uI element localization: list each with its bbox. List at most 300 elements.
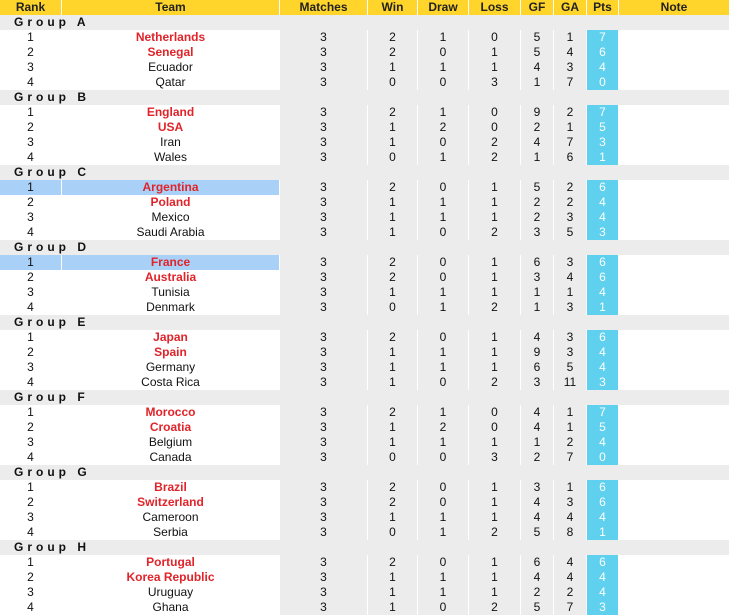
draw-cell: 0 xyxy=(417,255,468,270)
matches-cell: 3 xyxy=(279,270,367,285)
draw-cell: 1 xyxy=(417,150,468,165)
rank-cell: 4 xyxy=(0,300,61,315)
table-row[interactable] xyxy=(0,285,729,300)
note-cell xyxy=(618,600,729,615)
team-name[interactable]: France xyxy=(61,255,279,270)
gf-cell: 6 xyxy=(520,360,553,375)
matches-cell: 3 xyxy=(279,135,367,150)
group-header-row xyxy=(0,390,729,405)
note-cell xyxy=(618,135,729,150)
draw-cell: 0 xyxy=(417,180,468,195)
table-row[interactable] xyxy=(0,135,729,150)
group-header-row xyxy=(0,90,729,105)
win-cell: 0 xyxy=(367,525,417,540)
gf-cell: 5 xyxy=(520,45,553,60)
draw-cell: 2 xyxy=(417,420,468,435)
rank-cell: 1 xyxy=(0,555,61,570)
ga-cell: 3 xyxy=(553,60,586,75)
table-row[interactable] xyxy=(0,45,729,60)
gf-cell: 4 xyxy=(520,405,553,420)
draw-cell: 0 xyxy=(417,135,468,150)
points-badge: 4 xyxy=(586,510,618,525)
matches-cell: 3 xyxy=(279,495,367,510)
team-name[interactable]: Tunisia xyxy=(61,285,279,300)
draw-cell: 0 xyxy=(417,375,468,390)
points-badge: 4 xyxy=(586,345,618,360)
matches-cell: 3 xyxy=(279,210,367,225)
note-cell xyxy=(618,150,729,165)
group-header-row xyxy=(0,165,729,180)
team-name[interactable]: Costa Rica xyxy=(61,375,279,390)
gf-cell: 4 xyxy=(520,60,553,75)
points-badge: 4 xyxy=(586,435,618,450)
gf-cell: 2 xyxy=(520,120,553,135)
win-cell: 2 xyxy=(367,555,417,570)
gf-cell: 1 xyxy=(520,435,553,450)
team-name[interactable]: Saudi Arabia xyxy=(61,225,279,240)
loss-cell: 2 xyxy=(468,600,520,615)
team-name[interactable]: Uruguay xyxy=(61,585,279,600)
table-row[interactable] xyxy=(0,405,729,420)
loss-cell: 0 xyxy=(468,30,520,45)
rank-cell: 4 xyxy=(0,525,61,540)
team-name[interactable]: Senegal xyxy=(61,45,279,60)
loss-cell: 1 xyxy=(468,330,520,345)
matches-cell: 3 xyxy=(279,450,367,465)
points-badge: 4 xyxy=(586,570,618,585)
table-header xyxy=(0,0,729,15)
team-name[interactable]: Poland xyxy=(61,195,279,210)
note-cell xyxy=(618,480,729,495)
gf-cell: 4 xyxy=(520,570,553,585)
ga-cell: 4 xyxy=(553,45,586,60)
note-cell xyxy=(618,195,729,210)
win-cell: 2 xyxy=(367,330,417,345)
loss-cell: 1 xyxy=(468,495,520,510)
team-name[interactable]: Croatia xyxy=(61,420,279,435)
ga-cell: 4 xyxy=(553,270,586,285)
table-row[interactable] xyxy=(0,105,729,120)
table-row[interactable] xyxy=(0,375,729,390)
matches-cell: 3 xyxy=(279,330,367,345)
gf-cell: 1 xyxy=(520,150,553,165)
rank-cell: 3 xyxy=(0,60,61,75)
note-cell xyxy=(618,420,729,435)
matches-cell: 3 xyxy=(279,150,367,165)
win-cell: 2 xyxy=(367,405,417,420)
matches-cell: 3 xyxy=(279,180,367,195)
ga-cell: 4 xyxy=(553,555,586,570)
group-label: Group E xyxy=(0,315,729,330)
table-row[interactable] xyxy=(0,330,729,345)
note-cell xyxy=(618,330,729,345)
win-cell: 1 xyxy=(367,195,417,210)
loss-cell: 3 xyxy=(468,450,520,465)
points-badge: 6 xyxy=(586,495,618,510)
team-name[interactable]: Denmark xyxy=(61,300,279,315)
points-badge: 5 xyxy=(586,420,618,435)
win-cell: 0 xyxy=(367,75,417,90)
header-draw[interactable]: Draw xyxy=(417,0,468,15)
matches-cell: 3 xyxy=(279,375,367,390)
ga-cell: 1 xyxy=(553,285,586,300)
win-cell: 1 xyxy=(367,375,417,390)
note-cell xyxy=(618,300,729,315)
matches-cell: 3 xyxy=(279,585,367,600)
note-cell xyxy=(618,210,729,225)
points-badge: 1 xyxy=(586,300,618,315)
ga-cell: 2 xyxy=(553,105,586,120)
rank-cell: 1 xyxy=(0,405,61,420)
rank-cell: 1 xyxy=(0,105,61,120)
note-cell xyxy=(618,495,729,510)
team-name[interactable]: Cameroon xyxy=(61,510,279,525)
win-cell: 1 xyxy=(367,510,417,525)
group-header-row xyxy=(0,540,729,555)
matches-cell: 3 xyxy=(279,300,367,315)
note-cell xyxy=(618,450,729,465)
matches-cell: 3 xyxy=(279,45,367,60)
table-row[interactable] xyxy=(0,480,729,495)
rank-cell: 4 xyxy=(0,225,61,240)
table-row[interactable] xyxy=(0,195,729,210)
note-cell xyxy=(618,570,729,585)
note-cell xyxy=(618,525,729,540)
table-row[interactable] xyxy=(0,585,729,600)
team-name[interactable]: Korea Republic xyxy=(61,570,279,585)
team-name[interactable]: England xyxy=(61,105,279,120)
team-name[interactable]: Ecuador xyxy=(61,60,279,75)
team-name[interactable]: Australia xyxy=(61,270,279,285)
win-cell: 2 xyxy=(367,180,417,195)
matches-cell: 3 xyxy=(279,285,367,300)
table-row[interactable] xyxy=(0,420,729,435)
matches-cell: 3 xyxy=(279,120,367,135)
draw-cell: 1 xyxy=(417,345,468,360)
points-badge: 1 xyxy=(586,525,618,540)
group-label: Group C xyxy=(0,165,729,180)
matches-cell: 3 xyxy=(279,510,367,525)
team-name[interactable]: Brazil xyxy=(61,480,279,495)
rank-cell: 3 xyxy=(0,585,61,600)
table-row[interactable] xyxy=(0,150,729,165)
ga-cell: 5 xyxy=(553,225,586,240)
team-name[interactable]: Qatar xyxy=(61,75,279,90)
loss-cell: 1 xyxy=(468,270,520,285)
loss-cell: 1 xyxy=(468,255,520,270)
win-cell: 2 xyxy=(367,105,417,120)
table-row[interactable] xyxy=(0,570,729,585)
matches-cell: 3 xyxy=(279,360,367,375)
table-row[interactable] xyxy=(0,255,729,270)
rank-cell: 2 xyxy=(0,495,61,510)
header-note[interactable]: Note xyxy=(618,0,729,15)
header-win[interactable]: Win xyxy=(367,0,417,15)
note-cell xyxy=(618,180,729,195)
ga-cell: 3 xyxy=(553,210,586,225)
team-name[interactable]: Germany xyxy=(61,360,279,375)
points-badge: 3 xyxy=(586,600,618,615)
draw-cell: 1 xyxy=(417,585,468,600)
loss-cell: 1 xyxy=(468,285,520,300)
points-badge: 4 xyxy=(586,60,618,75)
points-badge: 5 xyxy=(586,120,618,135)
win-cell: 2 xyxy=(367,255,417,270)
points-badge: 6 xyxy=(586,330,618,345)
ga-cell: 7 xyxy=(553,75,586,90)
matches-cell: 3 xyxy=(279,480,367,495)
gf-cell: 4 xyxy=(520,510,553,525)
team-name[interactable]: Belgium xyxy=(61,435,279,450)
table-row[interactable] xyxy=(0,450,729,465)
gf-cell: 9 xyxy=(520,345,553,360)
table-row[interactable] xyxy=(0,600,729,615)
table-row[interactable] xyxy=(0,360,729,375)
points-badge: 6 xyxy=(586,270,618,285)
team-name[interactable]: Canada xyxy=(61,450,279,465)
points-badge: 0 xyxy=(586,450,618,465)
loss-cell: 2 xyxy=(468,525,520,540)
matches-cell: 3 xyxy=(279,525,367,540)
rank-cell: 3 xyxy=(0,285,61,300)
points-badge: 4 xyxy=(586,360,618,375)
group-header-row xyxy=(0,315,729,330)
team-name[interactable]: Ghana xyxy=(61,600,279,615)
table-row[interactable] xyxy=(0,345,729,360)
team-name[interactable]: Iran xyxy=(61,135,279,150)
win-cell: 1 xyxy=(367,435,417,450)
draw-cell: 0 xyxy=(417,270,468,285)
gf-cell: 4 xyxy=(520,495,553,510)
loss-cell: 0 xyxy=(468,105,520,120)
win-cell: 1 xyxy=(367,420,417,435)
gf-cell: 6 xyxy=(520,555,553,570)
points-badge: 6 xyxy=(586,45,618,60)
group-label: Group F xyxy=(0,390,729,405)
points-badge: 4 xyxy=(586,195,618,210)
gf-cell: 5 xyxy=(520,600,553,615)
group-header-row xyxy=(0,465,729,480)
draw-cell: 0 xyxy=(417,495,468,510)
ga-cell: 5 xyxy=(553,360,586,375)
matches-cell: 3 xyxy=(279,405,367,420)
rank-cell: 2 xyxy=(0,345,61,360)
note-cell xyxy=(618,75,729,90)
team-name[interactable]: USA xyxy=(61,120,279,135)
note-cell xyxy=(618,345,729,360)
team-name[interactable]: Serbia xyxy=(61,525,279,540)
win-cell: 2 xyxy=(367,30,417,45)
ga-cell: 2 xyxy=(553,585,586,600)
matches-cell: 3 xyxy=(279,435,367,450)
header-matches[interactable]: Matches xyxy=(279,0,367,15)
team-name[interactable]: Japan xyxy=(61,330,279,345)
table-row[interactable] xyxy=(0,30,729,45)
table-row[interactable] xyxy=(0,495,729,510)
note-cell xyxy=(618,405,729,420)
ga-cell: 11 xyxy=(553,375,586,390)
rank-cell: 2 xyxy=(0,270,61,285)
ga-cell: 3 xyxy=(553,300,586,315)
draw-cell: 1 xyxy=(417,285,468,300)
draw-cell: 0 xyxy=(417,600,468,615)
table-row[interactable] xyxy=(0,435,729,450)
table-row[interactable] xyxy=(0,300,729,315)
table-row[interactable] xyxy=(0,75,729,90)
win-cell: 1 xyxy=(367,360,417,375)
win-cell: 1 xyxy=(367,225,417,240)
table-row[interactable] xyxy=(0,525,729,540)
header-ga[interactable]: GA xyxy=(553,0,586,15)
win-cell: 0 xyxy=(367,300,417,315)
team-name[interactable]: Portugal xyxy=(61,555,279,570)
win-cell: 1 xyxy=(367,120,417,135)
header-team[interactable]: Team xyxy=(61,0,279,15)
loss-cell: 2 xyxy=(468,375,520,390)
points-badge: 7 xyxy=(586,405,618,420)
header-pts[interactable]: Pts xyxy=(586,0,618,15)
win-cell: 1 xyxy=(367,210,417,225)
loss-cell: 1 xyxy=(468,45,520,60)
points-badge: 6 xyxy=(586,255,618,270)
loss-cell: 2 xyxy=(468,135,520,150)
loss-cell: 1 xyxy=(468,585,520,600)
gf-cell: 3 xyxy=(520,270,553,285)
gf-cell: 9 xyxy=(520,105,553,120)
header-gf[interactable]: GF xyxy=(520,0,553,15)
note-cell xyxy=(618,435,729,450)
draw-cell: 1 xyxy=(417,195,468,210)
header-loss[interactable]: Loss xyxy=(468,0,520,15)
group-label: Group A xyxy=(0,15,729,30)
loss-cell: 1 xyxy=(468,510,520,525)
note-cell xyxy=(618,255,729,270)
draw-cell: 1 xyxy=(417,360,468,375)
loss-cell: 1 xyxy=(468,570,520,585)
note-cell xyxy=(618,585,729,600)
rank-cell: 3 xyxy=(0,360,61,375)
draw-cell: 1 xyxy=(417,570,468,585)
draw-cell: 0 xyxy=(417,480,468,495)
loss-cell: 0 xyxy=(468,420,520,435)
note-cell xyxy=(618,60,729,75)
group-label: Group G xyxy=(0,465,729,480)
win-cell: 2 xyxy=(367,270,417,285)
loss-cell: 1 xyxy=(468,480,520,495)
matches-cell: 3 xyxy=(279,30,367,45)
table-row[interactable] xyxy=(0,555,729,570)
ga-cell: 4 xyxy=(553,510,586,525)
loss-cell: 1 xyxy=(468,555,520,570)
note-cell xyxy=(618,105,729,120)
rank-cell: 2 xyxy=(0,45,61,60)
win-cell: 0 xyxy=(367,150,417,165)
draw-cell: 1 xyxy=(417,510,468,525)
table-row[interactable] xyxy=(0,510,729,525)
loss-cell: 1 xyxy=(468,345,520,360)
note-cell xyxy=(618,360,729,375)
matches-cell: 3 xyxy=(279,60,367,75)
win-cell: 1 xyxy=(367,600,417,615)
table-row[interactable] xyxy=(0,270,729,285)
team-name[interactable]: Mexico xyxy=(61,210,279,225)
table-row[interactable] xyxy=(0,60,729,75)
note-cell xyxy=(618,120,729,135)
gf-cell: 1 xyxy=(520,285,553,300)
matches-cell: 3 xyxy=(279,105,367,120)
points-badge: 7 xyxy=(586,105,618,120)
draw-cell: 0 xyxy=(417,45,468,60)
ga-cell: 3 xyxy=(553,255,586,270)
rank-cell: 1 xyxy=(0,255,61,270)
points-badge: 3 xyxy=(586,375,618,390)
header-rank[interactable]: Rank xyxy=(0,0,61,15)
ga-cell: 1 xyxy=(553,420,586,435)
note-cell xyxy=(618,270,729,285)
loss-cell: 1 xyxy=(468,195,520,210)
table-row[interactable] xyxy=(0,120,729,135)
ga-cell: 3 xyxy=(553,495,586,510)
ga-cell: 1 xyxy=(553,30,586,45)
gf-cell: 4 xyxy=(520,330,553,345)
gf-cell: 4 xyxy=(520,420,553,435)
team-name[interactable]: Netherlands xyxy=(61,30,279,45)
note-cell xyxy=(618,285,729,300)
gf-cell: 2 xyxy=(520,450,553,465)
team-name[interactable]: Argentina xyxy=(61,180,279,195)
table-row[interactable] xyxy=(0,210,729,225)
team-name[interactable]: Morocco xyxy=(61,405,279,420)
win-cell: 2 xyxy=(367,495,417,510)
gf-cell: 2 xyxy=(520,195,553,210)
loss-cell: 0 xyxy=(468,405,520,420)
draw-cell: 2 xyxy=(417,120,468,135)
rank-cell: 3 xyxy=(0,435,61,450)
gf-cell: 3 xyxy=(520,225,553,240)
ga-cell: 8 xyxy=(553,525,586,540)
ga-cell: 7 xyxy=(553,450,586,465)
points-badge: 4 xyxy=(586,210,618,225)
group-header-row xyxy=(0,15,729,30)
note-cell xyxy=(618,30,729,45)
draw-cell: 1 xyxy=(417,300,468,315)
loss-cell: 1 xyxy=(468,60,520,75)
matches-cell: 3 xyxy=(279,255,367,270)
team-name[interactable]: Switzerland xyxy=(61,495,279,510)
loss-cell: 1 xyxy=(468,360,520,375)
draw-cell: 1 xyxy=(417,210,468,225)
ga-cell: 3 xyxy=(553,345,586,360)
team-name[interactable]: Wales xyxy=(61,150,279,165)
note-cell xyxy=(618,510,729,525)
draw-cell: 1 xyxy=(417,60,468,75)
ga-cell: 2 xyxy=(553,180,586,195)
table-row[interactable] xyxy=(0,180,729,195)
gf-cell: 2 xyxy=(520,585,553,600)
team-name[interactable]: Spain xyxy=(61,345,279,360)
loss-cell: 2 xyxy=(468,300,520,315)
win-cell: 1 xyxy=(367,285,417,300)
points-badge: 1 xyxy=(586,150,618,165)
ga-cell: 7 xyxy=(553,135,586,150)
group-label: Group D xyxy=(0,240,729,255)
loss-cell: 2 xyxy=(468,225,520,240)
win-cell: 0 xyxy=(367,450,417,465)
note-cell xyxy=(618,225,729,240)
matches-cell: 3 xyxy=(279,420,367,435)
draw-cell: 1 xyxy=(417,405,468,420)
table-row[interactable] xyxy=(0,225,729,240)
